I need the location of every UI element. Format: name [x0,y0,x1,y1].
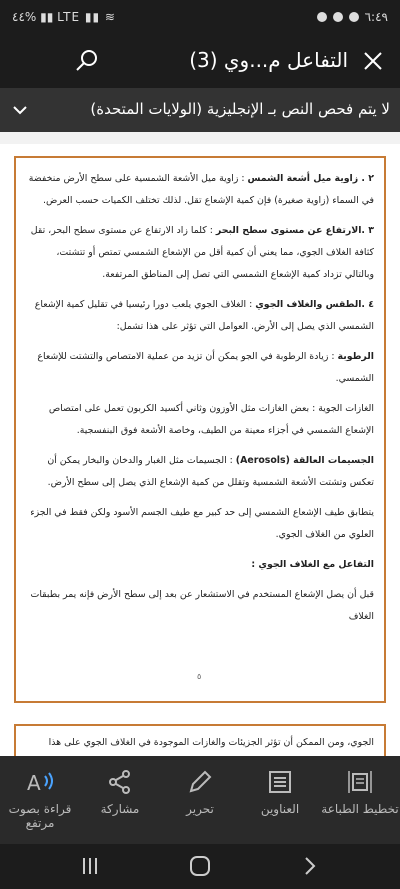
text-sun-angle: : زاوية ميل الأشعة الشمسية على سطح الأرض منخفضة في السماء (زاوية صغيرة) فإن كمية الإشعاع تقل. لذلك تختلف الكميات حسب العرض. [28,173,374,206]
pencil-icon [186,768,214,796]
heading-sun-angle: ٢ . زاوية ميل أشعة الشمس [247,173,374,184]
share-button[interactable] [80,768,160,816]
signal-icon: ▮▮ LTE ▮▮ ≋ [40,10,116,24]
clock: ٦:٤٩ [364,10,388,24]
read-aloud-label: قراءة بصوت مرتفع [8,802,72,830]
status-right [317,10,388,24]
heading-aerosols: الجسيمات العالقة (Aerosols) [235,455,374,466]
messenger-icon [333,12,343,22]
text-aerosols: : الجسيمات مثل الغبار والدخان والبخار يمكن أن تعكس وتشتت الأشعة الشمسية وتقلل من كمية الإشعاع الذي يصل إلى سطح الأرض. [47,455,374,488]
paragraph-weather [26,294,374,338]
share-icon [106,768,134,796]
read-aloud-icon [25,768,55,796]
print-layout-label: تخطيط الطباعة [321,802,399,816]
heading-weather: ٤ .الطقس والغلاف الجوي [255,299,374,310]
facebook-icon [349,12,359,22]
next-page-text: الجوي، ومن الممكن أن تؤثر الجزيئات والغازات الموجودة في الغلاف الجوي على هذا [48,737,374,748]
page-number: ٥ [197,672,202,681]
document-title: التفاعل م...وي (3) [189,48,348,72]
paragraph-humidity [26,346,374,390]
proofing-banner[interactable] [0,88,400,132]
paragraph-aerosols [26,450,374,494]
bottom-toolbar [0,756,400,844]
status-left [12,10,116,24]
edit-button[interactable] [160,768,240,816]
document-viewport[interactable] [0,132,400,756]
heading-humidity: الرطوبة [337,351,374,362]
text-humidity: : زيادة الرطوبة في الجو يمكن أن تزيد من عملية الامتصاص والتشتت للإشعاع الشمسي. [37,351,374,384]
paragraph-remote-sensing: قبل أن يصل الإشعاع المستخدم في الاستشعار عن بعد إلى سطح الأرض فإنه يمر بطبقات الغلاف [30,589,374,622]
system-nav-bar [0,844,400,889]
proofing-text: لا يتم فحص النص بـ الإنجليزية (الولايات المتحدة) [90,100,390,118]
home-icon[interactable] [188,854,212,878]
page-border [14,156,386,703]
read-aloud-button[interactable] [0,768,80,830]
paragraph-altitude [26,220,374,286]
top-app-bar [0,36,400,88]
print-layout-icon [346,768,374,796]
paragraph-gases: الغازات الجوية : بعض الغازات مثل الأوزون وثاني أكسيد الكربون تعمل على امتصاص الإشعاع الشمسي في أجزاء معينة من الطيف، وخاصة الأشعة فوق البنفسجية. [48,403,374,436]
headings-icon [266,768,294,796]
heading-altitude: ٣ .الارتفاع عن مستوى سطح البحر [215,225,374,236]
notification-icon [317,12,327,22]
text-altitude: : كلما زاد الارتفاع عن مستوى سطح البحر، تقل كثافة الغلاف الجوي، مما يعني أن كمية أقل من الإشعاع الشمسي تمتص أو تتشتت، وبالتالي تزداد كمية الإشعاع الشمسي التي تصل إلى المناطق المرتفعة. [30,225,374,280]
search-icon[interactable] [74,48,100,74]
svg-text:A: A [27,771,41,795]
heading-atmosphere-interaction-text: التفاعل مع الغلاف الجوي : [251,559,374,570]
headings-label: العناوين [260,802,300,816]
headings-button[interactable] [240,768,320,816]
chevron-down-icon[interactable] [12,102,28,118]
status-bar [0,0,400,36]
share-label: مشاركة [100,802,140,816]
heading-atmosphere-interaction [26,554,374,576]
print-layout-button[interactable] [320,768,400,816]
battery-text: ٤٤% [12,10,37,24]
text-weather: : الغلاف الجوي يلعب دورا رئيسيا في تقليل كمية الإشعاع الشمسي الذي يصل إلى الأرض. العوامل التي تؤثر على هذا تشمل: [34,299,374,332]
edit-label: تحرير [186,802,214,816]
paragraph-sun-angle [26,168,374,212]
paragraph-spectrum: يتطابق طيف الإشعاع الشمسي إلى حد كبير مع طيف الجسم الأسود ولكن فقط في الجزء العلوي من الغلاف الجوي. [30,507,374,540]
close-icon[interactable] [360,48,386,74]
back-icon[interactable] [298,854,322,878]
recent-apps-icon[interactable] [78,854,102,878]
